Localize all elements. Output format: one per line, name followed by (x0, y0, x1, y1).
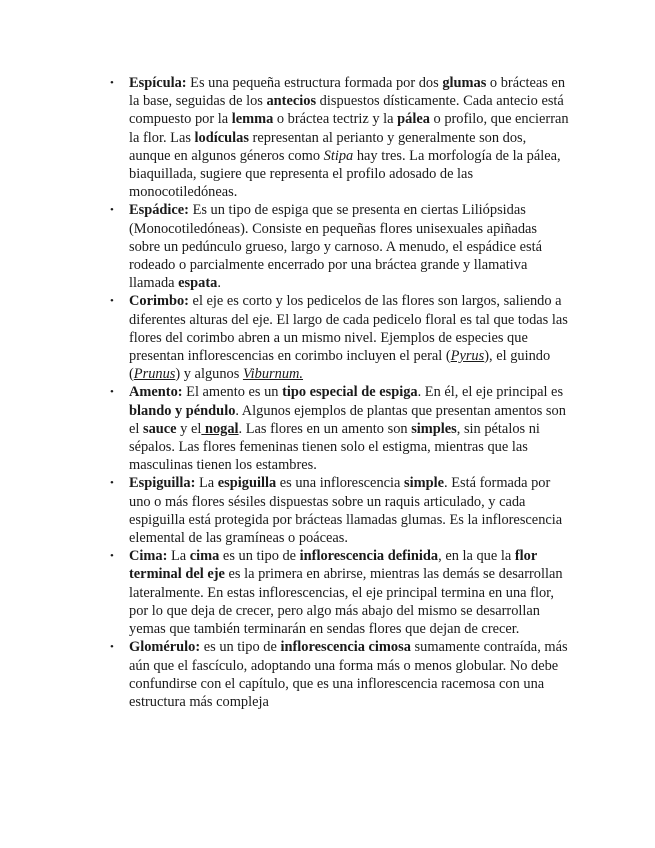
definition-text: y el (176, 420, 202, 437)
definition-text: ), el guindo ( (129, 348, 551, 383)
definition-text: Es una pequeña estructura formada por dos (186, 75, 443, 91)
definition-text: flor terminal del eje (129, 548, 537, 583)
bullet-icon: • (110, 550, 114, 563)
definition-text: La (195, 475, 218, 492)
definition-text: cima (189, 548, 220, 565)
definition-text: Stipa (323, 147, 354, 164)
term-heading: Amento: (129, 384, 183, 401)
definition-text: hay tres. La morfología de la pálea, biaquillada, sugiere que representa el profilo adosado de las monocotiledóneas. (129, 147, 561, 201)
term-heading: Cima: (129, 548, 168, 565)
definition-text: ) y algunos (175, 366, 243, 383)
definition-text: glumas (442, 75, 487, 91)
list-item (110, 74, 569, 201)
bullet-icon: • (110, 477, 114, 490)
glossary-list (110, 74, 569, 711)
definition-text: . Las flores en un amento son (238, 420, 412, 437)
term-heading: Corimbo: (129, 293, 189, 310)
list-item (110, 547, 569, 638)
definition-text: es un tipo de (219, 548, 300, 565)
definition-text: simples (411, 420, 457, 437)
bullet-icon: • (110, 204, 114, 217)
definition-text: lodículas (194, 129, 249, 146)
definition-text: inflorescencia definida (299, 548, 439, 565)
definition-text: blando y péndulo (129, 402, 236, 419)
term-heading: Espiguilla: (129, 475, 196, 492)
definition-text: inflorescencia cimosa (280, 639, 411, 656)
list-item (110, 292, 569, 383)
list-item (110, 383, 569, 474)
definition-text: o profilo, que encierran la flor. Las (129, 111, 569, 146)
bullet-icon: • (110, 77, 114, 89)
definition-text: es un tipo de (200, 639, 281, 656)
definition-text: o brácteas en la base, seguidas de los (129, 75, 566, 110)
list-item (110, 201, 569, 292)
definition-text: espata (178, 275, 218, 292)
definition-text: antecios (266, 93, 317, 110)
definition-text: el eje es corto y los pedicelos de las flores son largos, saliendo a diferentes alturas del eje. El largo de cada pedicelo floral es tal que todas las flores del corimbo abren a un mismo nivel. Ejemplos de especies que presentan inflorescencias en corimbo incluyen el peral ( (129, 293, 568, 365)
term-heading: Glomérulo: (129, 639, 201, 656)
definition-text: es la primera en abrirse, mientras las demás se desarrollan lateralmente. En estas inflorescencias, el eje principal termina en una flor, por lo que deja de crecer, pero algo más abajo del mismo se desarrollan yemas que también terminarán en sendas flores que dejan de crecer. (129, 566, 563, 638)
definition-text: nogal (201, 420, 239, 437)
definition-text: Es un tipo de espiga que se presenta en ciertas Liliópsidas (Monocotiledóneas). Consiste en pequeñas flores unisexuales apiñadas sobre un pedúnculo grueso, largo y carnoso. A menudo, el espádice está rodeado o parcialmente encerrado por una bráctea grande y llamativa llamada (129, 202, 542, 292)
bullet-icon: • (110, 295, 114, 308)
term-heading: Espádice: (129, 202, 189, 219)
definition-text: Pyrus (450, 348, 485, 365)
definition-text: sumamente contraída, más aún que el fascículo, adoptando una forma más o menos globular. No debe confundirse con el capítulo, que es una inflorescencia racemosa con una estructura más compleja (129, 639, 568, 710)
definition-text: tipo especial de espiga (282, 384, 418, 401)
definition-text: simple (404, 475, 444, 492)
definition-text: es una inflorescencia (276, 475, 405, 492)
definition-text: El amento es un (182, 384, 283, 401)
definition-text: . Está formada por uno o más flores sésiles dispuestas sobre un raquis articulado, y cada espiguilla está protegida por brácteas llamadas glumas. Es la inflorescencia elemental de las gramíneas o poáceas. (129, 475, 563, 547)
definition-text: . En él, el eje principal es (417, 384, 564, 401)
bullet-icon: • (110, 386, 114, 399)
definition-text: dispuestos dísticamente. Cada antecio está compuesto por la (129, 93, 564, 128)
list-item (110, 638, 569, 711)
definition-text: sauce (142, 420, 177, 437)
definition-text: o bráctea tectriz y la (273, 111, 398, 128)
definition-text: . (217, 275, 221, 292)
term-heading: Espícula: (129, 75, 187, 91)
list-item (110, 474, 569, 547)
definition-text: , sin pétalos ni sépalos. Las flores femeninas tienen solo el estigma, mientras que las masculinas tienen los estambres. (129, 420, 540, 474)
definition-text: pálea (397, 111, 430, 128)
definition-text: espiguilla (217, 475, 277, 492)
definition-text: representan al perianto y generalmente son dos, aunque en algunos géneros como (129, 129, 527, 164)
definition-text: . Algunos ejemplos de plantas que presentan amentos son el (129, 402, 566, 437)
definition-text: Prunus (133, 366, 176, 383)
definition-text: lemma (231, 111, 274, 128)
definition-text: La (167, 548, 190, 565)
definition-text: Viburnum. (242, 366, 304, 383)
bullet-icon: • (110, 641, 114, 654)
definition-text: , en la que la (438, 548, 515, 565)
